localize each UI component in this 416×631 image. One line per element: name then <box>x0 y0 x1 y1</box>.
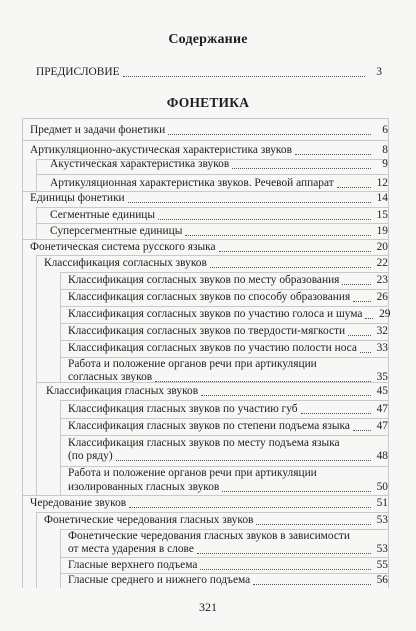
toc-entry-page: 20 <box>376 241 388 253</box>
toc-entry-label: Классификация гласных звуков по участию губ <box>68 403 298 415</box>
toc-entry[interactable] <box>68 306 391 322</box>
toc-entry-label: Классификация гласных звуков по степени подъема языка <box>68 420 350 432</box>
toc-entry[interactable] <box>68 289 388 305</box>
toc-entry-page: 26 <box>376 291 388 303</box>
toc-entry-page: 47 <box>376 403 388 415</box>
toc-entry-page: 19 <box>376 225 388 237</box>
toc-entry-label-line1: Работа и положение органов речи при артикуляции <box>68 467 317 479</box>
toc-entry-preface[interactable] <box>36 64 382 80</box>
toc-entry[interactable] <box>68 323 388 339</box>
toc-entry-page: 45 <box>376 385 388 397</box>
toc-entry-page: 32 <box>376 325 388 337</box>
toc-entry-page: 22 <box>376 257 388 269</box>
toc-entry-label: Чередование звуков <box>30 497 127 509</box>
table-rule <box>36 159 37 191</box>
toc-entry-label: Фонетические чередования гласных звуков <box>44 514 254 526</box>
leader-dots <box>342 284 371 285</box>
section-title: ФОНЕТИКА <box>166 95 250 110</box>
toc-entry[interactable] <box>68 479 388 495</box>
toc-entry-label: Классификация гласных звуков <box>46 385 199 397</box>
leader-dots <box>301 413 371 414</box>
toc-entry-page: 55 <box>376 559 388 571</box>
leader-dots <box>210 267 371 268</box>
toc-entry-label: Акустическая характеристика звуков <box>50 158 230 170</box>
leader-dots <box>128 202 371 203</box>
leader-dots <box>219 251 371 252</box>
toc-entry[interactable] <box>50 175 388 191</box>
toc-entry-page: 35 <box>376 371 388 383</box>
toc-entry-page: 33 <box>376 342 388 354</box>
leader-dots <box>116 460 371 461</box>
toc-entry[interactable] <box>68 572 388 588</box>
toc-entry[interactable] <box>30 190 388 206</box>
leader-dots <box>253 584 371 585</box>
leader-dots <box>185 235 371 236</box>
toc-entry-label: Гласные среднего и нижнего подъема <box>68 574 251 586</box>
toc-entry[interactable] <box>30 239 388 255</box>
page-title: Содержание <box>168 32 248 47</box>
leader-dots <box>348 335 371 336</box>
toc-entry-label: ПРЕДИСЛОВИЕ <box>36 66 120 78</box>
toc-entry[interactable] <box>68 401 388 417</box>
toc-entry-page: 15 <box>376 209 388 221</box>
toc-entry-page: 8 <box>382 144 388 156</box>
leader-dots <box>123 76 365 77</box>
leader-dots <box>256 524 371 525</box>
toc-entry[interactable] <box>30 122 388 138</box>
leader-dots <box>353 301 371 302</box>
leader-dots <box>200 569 371 570</box>
toc-entry[interactable] <box>68 272 388 288</box>
toc-entry[interactable] <box>50 156 388 172</box>
table-rule <box>60 400 61 495</box>
leader-dots <box>232 168 371 169</box>
leader-dots <box>365 318 373 319</box>
toc-entry-page: 56 <box>376 574 388 586</box>
toc-entry[interactable] <box>50 207 388 223</box>
toc-entry-label-line2: изолированных гласных звуков <box>68 481 220 493</box>
leader-dots <box>168 134 371 135</box>
toc-entry-label: Суперсегментные единицы <box>50 225 183 237</box>
table-rule <box>22 140 388 141</box>
toc-entry-label: Классификация согласных звуков по участию голоса и шума <box>68 308 363 320</box>
leader-dots <box>197 553 371 554</box>
toc-entry-label: Сегментные единицы <box>50 209 156 221</box>
toc-entry-label: Классификация согласных звуков <box>44 257 207 269</box>
toc-entry-label-line2: от места ударения в слове <box>68 543 194 555</box>
toc-entry-page: 50 <box>376 481 388 493</box>
toc-entry-page: 29 <box>379 308 391 320</box>
toc-entry-label: Классификация согласных звуков по месту образования <box>68 274 340 286</box>
table-rule <box>22 118 23 588</box>
leader-dots <box>158 219 371 220</box>
leader-dots <box>222 491 371 492</box>
toc-entry[interactable] <box>50 223 388 239</box>
toc-entry[interactable] <box>68 557 388 573</box>
table-rule <box>60 529 61 588</box>
toc-entry-page: 3 <box>376 66 382 78</box>
toc-entry-label: Предмет и задачи фонетики <box>30 124 166 136</box>
toc-entry-page: 48 <box>376 450 388 462</box>
leader-dots <box>337 187 371 188</box>
toc-entry-label-line2: (по ряду) <box>68 450 113 462</box>
leader-dots <box>295 154 371 155</box>
leader-dots <box>360 352 371 353</box>
table-rule <box>60 435 388 436</box>
toc-entry-label-line1: Фонетические чередования гласных звуков в зависимости <box>68 530 350 542</box>
toc-entry-label: Классификация согласных звуков по твердости-мягкости <box>68 325 346 337</box>
table-rule <box>36 255 37 495</box>
toc-entry[interactable] <box>68 541 388 557</box>
table-rule <box>388 118 389 588</box>
toc-entry-page: 51 <box>376 497 388 509</box>
toc-entry-page: 53 <box>376 543 388 555</box>
toc-entry-label: Фонетическая система русского языка <box>30 241 216 253</box>
toc-entry-label: Единицы фонетики <box>30 192 125 204</box>
toc-entry[interactable] <box>46 383 388 399</box>
leader-dots <box>353 430 371 431</box>
toc-entry-page: 47 <box>376 420 388 432</box>
toc-entry-page: 12 <box>376 177 388 189</box>
toc-entry-page: 6 <box>382 124 388 136</box>
toc-entry-label-line1: Классификация гласных звуков по месту подъема языка <box>68 437 340 449</box>
leader-dots <box>201 395 371 396</box>
toc-entry-page: 9 <box>382 158 388 170</box>
toc-entry-label-line1: Работа и положение органов речи при артикуляции <box>68 358 317 370</box>
toc-entry[interactable] <box>44 255 388 271</box>
toc-entry-label-line2: согласных звуков <box>68 371 153 383</box>
toc-entry[interactable] <box>30 495 388 511</box>
toc-entry-page: 53 <box>376 514 388 526</box>
toc-entry[interactable] <box>68 448 388 464</box>
toc-entry-label: Классификация согласных звуков по способу образования <box>68 291 351 303</box>
page-number: 321 <box>199 600 217 614</box>
toc-entry[interactable] <box>44 512 388 528</box>
toc-entry[interactable] <box>68 340 388 356</box>
toc-entry[interactable] <box>68 418 388 434</box>
table-rule <box>22 118 388 119</box>
toc-entry-label: Классификация согласных звуков по участию полости носа <box>68 342 357 354</box>
table-rule <box>36 512 37 588</box>
toc-entry-label: Артикуляционная характеристика звуков. Речевой аппарат <box>50 177 334 189</box>
toc-entry-page: 23 <box>376 274 388 286</box>
leader-dots <box>129 507 371 508</box>
toc-entry-label: Артикуляционно-акустическая характеристика звуков <box>30 144 292 156</box>
toc-entry-label: Гласные верхнего подъема <box>68 559 198 571</box>
toc-entry-page: 14 <box>376 192 388 204</box>
